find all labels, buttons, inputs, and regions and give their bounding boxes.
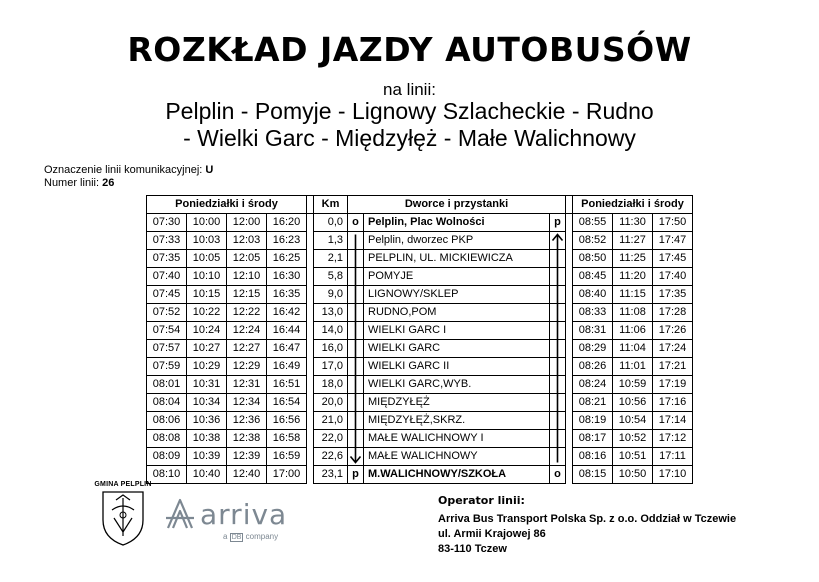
return-time: 10:50 <box>613 466 653 484</box>
departure-time: 10:36 <box>187 412 227 430</box>
return-time: 10:52 <box>613 430 653 448</box>
return-time: 17:35 <box>653 286 693 304</box>
table-row <box>147 214 693 232</box>
return-time: 17:10 <box>653 466 693 484</box>
return-time: 08:24 <box>573 376 613 394</box>
departure-time: 12:05 <box>227 250 267 268</box>
departure-time: 16:54 <box>267 394 307 412</box>
header-days-left: Poniedziałki i środy <box>147 196 307 214</box>
departure-time: 10:03 <box>187 232 227 250</box>
operator-city: 83-110 Tczew <box>438 543 507 555</box>
departure-time: 12:15 <box>227 286 267 304</box>
return-time: 17:24 <box>653 340 693 358</box>
departure-time: 07:54 <box>147 322 187 340</box>
km-value: 1,3 <box>314 232 348 250</box>
timetable <box>146 195 693 484</box>
departure-time: 16:23 <box>267 232 307 250</box>
stop-marker-right <box>550 268 566 286</box>
stop-marker-left <box>348 286 364 304</box>
km-value: 9,0 <box>314 286 348 304</box>
return-time: 11:08 <box>613 304 653 322</box>
departure-time: 10:15 <box>187 286 227 304</box>
departure-time: 10:27 <box>187 340 227 358</box>
stop-marker-left <box>348 394 364 412</box>
stop-marker-right <box>550 286 566 304</box>
departure-time: 16:51 <box>267 376 307 394</box>
return-time: 17:28 <box>653 304 693 322</box>
route-line-2: - Wielki Garc - Międzyłęż - Małe Walichnowy <box>183 125 636 151</box>
departure-time: 10:22 <box>187 304 227 322</box>
departure-time: 07:35 <box>147 250 187 268</box>
stop-marker-right <box>550 430 566 448</box>
stop-marker-left <box>348 232 364 250</box>
km-value: 5,8 <box>314 268 348 286</box>
departure-time: 10:00 <box>187 214 227 232</box>
departure-time: 16:49 <box>267 358 307 376</box>
table-row <box>147 376 693 394</box>
departure-time: 07:45 <box>147 286 187 304</box>
departure-time: 16:56 <box>267 412 307 430</box>
departure-time: 07:57 <box>147 340 187 358</box>
departure-time: 12:27 <box>227 340 267 358</box>
stop-name: RUDNO,POM <box>364 304 550 322</box>
stop-name: WIELKI GARC I <box>364 322 550 340</box>
return-time: 17:21 <box>653 358 693 376</box>
departure-time: 10:29 <box>187 358 227 376</box>
departure-time: 10:38 <box>187 430 227 448</box>
return-time: 08:17 <box>573 430 613 448</box>
return-time: 11:06 <box>613 322 653 340</box>
departure-time: 16:20 <box>267 214 307 232</box>
stop-marker-right: p <box>550 214 566 232</box>
return-time: 17:50 <box>653 214 693 232</box>
operator-name: Arriva Bus Transport Polska Sp. z o.o. Oddział w Tczewie <box>438 513 737 525</box>
line-designation-value: U <box>205 164 214 176</box>
return-time: 10:59 <box>613 376 653 394</box>
stop-marker-left: o <box>348 214 364 232</box>
departure-time: 12:31 <box>227 376 267 394</box>
return-time: 11:25 <box>613 250 653 268</box>
return-time: 17:19 <box>653 376 693 394</box>
table-row <box>147 304 693 322</box>
departure-time: 08:10 <box>147 466 187 484</box>
return-time: 17:47 <box>653 232 693 250</box>
departure-time: 12:24 <box>227 322 267 340</box>
gmina-pelplin-label: GMINA PELPLIN <box>94 481 152 488</box>
return-time: 08:45 <box>573 268 613 286</box>
table-row <box>147 268 693 286</box>
departure-time: 12:29 <box>227 358 267 376</box>
departure-time: 08:01 <box>147 376 187 394</box>
line-number <box>44 177 114 190</box>
stop-name: PELPLIN, UL. MICKIEWICZA <box>364 250 550 268</box>
stop-name: WIELKI GARC,WYB. <box>364 376 550 394</box>
departure-time: 17:00 <box>267 466 307 484</box>
operator-heading: Operator linii: <box>438 494 525 507</box>
stop-marker-left <box>348 448 364 466</box>
return-time: 11:30 <box>613 214 653 232</box>
arriva-logo <box>163 496 288 541</box>
stop-marker-right <box>550 232 566 250</box>
table-row <box>147 340 693 358</box>
table-row <box>147 466 693 484</box>
departure-time: 12:39 <box>227 448 267 466</box>
departure-time: 16:58 <box>267 430 307 448</box>
stop-marker-right <box>550 340 566 358</box>
departure-time: 12:40 <box>227 466 267 484</box>
departure-time: 10:05 <box>187 250 227 268</box>
departure-time: 16:42 <box>267 304 307 322</box>
departure-time: 07:33 <box>147 232 187 250</box>
stop-name: M.WALICHNOWY/SZKOŁA <box>364 466 550 484</box>
header-stops: Dworce i przystanki <box>348 196 566 214</box>
km-value: 0,0 <box>314 214 348 232</box>
stop-marker-left <box>348 376 364 394</box>
departure-time: 10:40 <box>187 466 227 484</box>
return-time: 10:54 <box>613 412 653 430</box>
table-row <box>147 394 693 412</box>
return-time: 08:52 <box>573 232 613 250</box>
stop-name: WIELKI GARC II <box>364 358 550 376</box>
operator-block <box>438 493 736 557</box>
departure-time: 12:03 <box>227 232 267 250</box>
departure-time: 07:52 <box>147 304 187 322</box>
stop-marker-left <box>348 430 364 448</box>
return-time: 17:26 <box>653 322 693 340</box>
table-row <box>147 250 693 268</box>
return-time: 11:20 <box>613 268 653 286</box>
db-mark: DB <box>231 534 242 541</box>
stop-marker-right <box>550 412 566 430</box>
km-value: 16,0 <box>314 340 348 358</box>
operator-street: ul. Armii Krajowej 86 <box>438 528 546 540</box>
line-designation-label: Oznaczenie linii komunikacyjnej: <box>44 164 203 176</box>
return-time: 17:12 <box>653 430 693 448</box>
return-time: 08:40 <box>573 286 613 304</box>
table-row <box>147 322 693 340</box>
return-time: 08:21 <box>573 394 613 412</box>
km-value: 2,1 <box>314 250 348 268</box>
km-value: 18,0 <box>314 376 348 394</box>
table-row <box>147 412 693 430</box>
return-time: 08:26 <box>573 358 613 376</box>
departure-time: 12:22 <box>227 304 267 322</box>
departure-time: 16:25 <box>267 250 307 268</box>
stop-marker-left <box>348 358 364 376</box>
return-time: 17:45 <box>653 250 693 268</box>
return-time: 11:27 <box>613 232 653 250</box>
stop-marker-left <box>348 250 364 268</box>
return-time: 08:15 <box>573 466 613 484</box>
return-time: 10:51 <box>613 448 653 466</box>
departure-time: 16:44 <box>267 322 307 340</box>
return-time: 17:14 <box>653 412 693 430</box>
departure-time: 10:39 <box>187 448 227 466</box>
return-time: 08:50 <box>573 250 613 268</box>
stop-marker-right <box>550 304 566 322</box>
km-value: 22,0 <box>314 430 348 448</box>
departure-time: 08:09 <box>147 448 187 466</box>
km-value: 17,0 <box>314 358 348 376</box>
stop-marker-right <box>550 322 566 340</box>
arriva-wordmark: arriva <box>200 498 288 531</box>
table-row <box>147 286 693 304</box>
departure-time: 10:24 <box>187 322 227 340</box>
line-number-value: 26 <box>102 177 115 189</box>
arriva-symbol-icon <box>163 496 197 532</box>
return-time: 08:16 <box>573 448 613 466</box>
departure-time: 16:35 <box>267 286 307 304</box>
stop-marker-left: p <box>348 466 364 484</box>
stop-marker-left <box>348 304 364 322</box>
stop-marker-left <box>348 340 364 358</box>
departure-time: 16:47 <box>267 340 307 358</box>
arriva-db-tagline: a DB company <box>223 532 279 541</box>
page-subtitle: na linii: <box>383 80 436 99</box>
header-km: Km <box>314 196 348 214</box>
table-row <box>147 358 693 376</box>
return-time: 11:15 <box>613 286 653 304</box>
stop-marker-right <box>550 250 566 268</box>
stop-name: MIĘDZYŁĘŻ,SKRZ. <box>364 412 550 430</box>
stop-marker-right <box>550 376 566 394</box>
return-time: 08:55 <box>573 214 613 232</box>
stop-marker-right: o <box>550 466 566 484</box>
stop-marker-right <box>550 448 566 466</box>
departure-time: 12:38 <box>227 430 267 448</box>
km-value: 22,6 <box>314 448 348 466</box>
stop-marker-left <box>348 322 364 340</box>
km-value: 20,0 <box>314 394 348 412</box>
stop-name: MAŁE WALICHNOWY I <box>364 430 550 448</box>
departure-time: 12:10 <box>227 268 267 286</box>
route-line-1: Pelplin - Pomyje - Lignowy Szlacheckie - Rudno <box>165 98 654 124</box>
return-time: 11:01 <box>613 358 653 376</box>
km-value: 23,1 <box>314 466 348 484</box>
departure-time: 08:08 <box>147 430 187 448</box>
header-days-right: Poniedziałki i środy <box>573 196 693 214</box>
stop-name: POMYJE <box>364 268 550 286</box>
departure-time: 07:40 <box>147 268 187 286</box>
km-value: 13,0 <box>314 304 348 322</box>
gmina-pelplin-logo <box>88 481 158 553</box>
stop-marker-left <box>348 412 364 430</box>
stop-marker-right <box>550 358 566 376</box>
return-time: 10:56 <box>613 394 653 412</box>
departure-time: 12:36 <box>227 412 267 430</box>
table-row <box>147 232 693 250</box>
km-value: 14,0 <box>314 322 348 340</box>
stop-marker-left <box>348 268 364 286</box>
line-designation <box>44 164 213 177</box>
stop-name: MAŁE WALICHNOWY <box>364 448 550 466</box>
departure-time: 16:59 <box>267 448 307 466</box>
stop-name: MIĘDZYŁĘŻ <box>364 394 550 412</box>
departure-time: 07:30 <box>147 214 187 232</box>
departure-time: 12:34 <box>227 394 267 412</box>
return-time: 17:11 <box>653 448 693 466</box>
departure-time: 12:00 <box>227 214 267 232</box>
return-time: 11:04 <box>613 340 653 358</box>
km-value: 21,0 <box>314 412 348 430</box>
return-time: 08:31 <box>573 322 613 340</box>
departure-time: 10:34 <box>187 394 227 412</box>
return-time: 08:19 <box>573 412 613 430</box>
stop-name: Pelplin, dworzec PKP <box>364 232 550 250</box>
departure-time: 10:31 <box>187 376 227 394</box>
departure-time: 08:04 <box>147 394 187 412</box>
stop-name: LIGNOWY/SKLEP <box>364 286 550 304</box>
departure-time: 10:10 <box>187 268 227 286</box>
page-title: ROZKŁAD JAZDY AUTOBUSÓW <box>127 30 692 69</box>
return-time: 08:33 <box>573 304 613 322</box>
stop-name: WIELKI GARC <box>364 340 550 358</box>
departure-time: 16:30 <box>267 268 307 286</box>
table-row <box>147 448 693 466</box>
stop-marker-right <box>550 394 566 412</box>
return-time: 17:40 <box>653 268 693 286</box>
departure-time: 07:59 <box>147 358 187 376</box>
table-row <box>147 430 693 448</box>
stop-name: Pelplin, Plac Wolności <box>364 214 550 232</box>
return-time: 17:16 <box>653 394 693 412</box>
line-number-label: Numer linii: <box>44 177 100 189</box>
departure-time: 08:06 <box>147 412 187 430</box>
return-time: 08:29 <box>573 340 613 358</box>
gmina-crest-icon <box>98 488 148 548</box>
